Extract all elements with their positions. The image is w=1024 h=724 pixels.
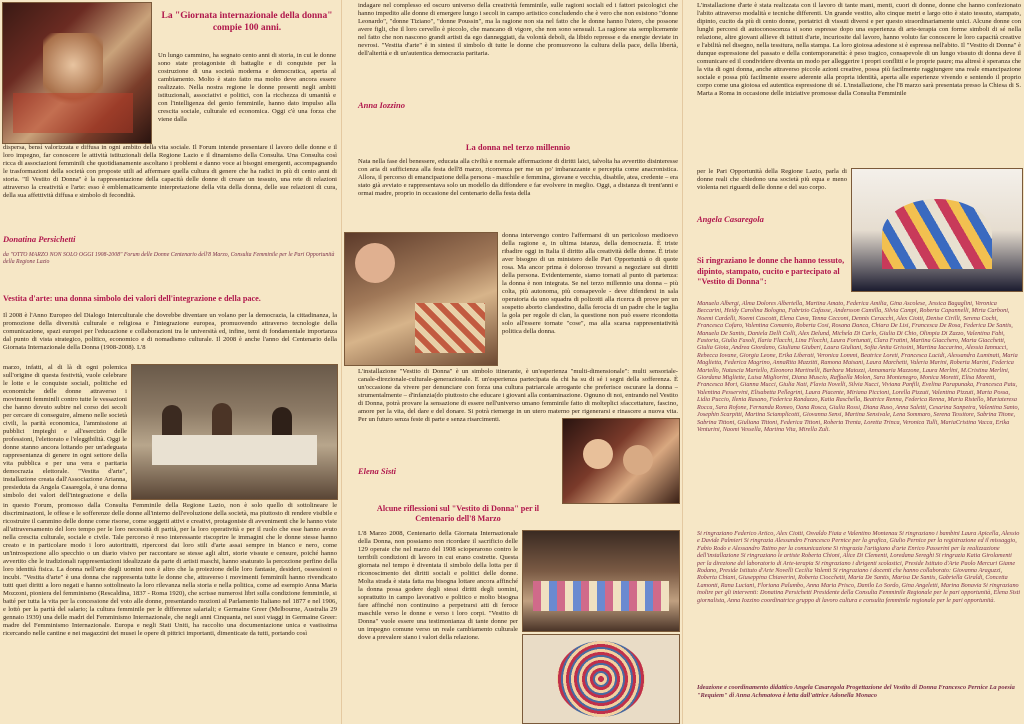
intro-text: Un lungo cammino, ha segnato cento anni di storia, in cui le donne sono state protagoniste di battaglie e di conquiste per la costruzione di una società moderna e democratica, aperta al cambiamento. Molto è stato fatto ma molto deve ancora essere realizzato. Nella nostra regione le donne presenti negli ambiti istituzionali, associativi e politici, con la ricchezza di umanità e con l'intelligenza del genio femminile, hanno dato impulso alla crescita sociale, culturale ed economica. Oggi c'è una forza che viene dalla [158,52,336,123]
source-caption: da "OTTO MARZO NON SOLO OGGI 1908-2008" Forum delle Donne Centenario dell'8 Marzo, Consulta Femminile per le Pari Opportunità della Regione Lazio [3,252,335,265]
photo-spiral-weave [522,634,680,724]
thanks-callout: Si ringraziano le donne che hanno tessuto, dipinto, stampato, cucito e partecipato al "Vestito di Donna": [697,256,845,286]
participants-list [697,300,1021,528]
section-title-terzo-millennio: La donna nel terzo millennio [465,142,571,152]
section-narrow-text: marzo, infatti, al di là di ogni polemica sull'origine di questa festività, vuole celebrare le lotte e le conquiste sociali, politiche ed economiche delle donne attraverso i movimenti femminili contro tutte le vessazioni che hanno dovuto subire nel corso dei secoli per cercare di conseguire, almeno nelle società civili, la parità economica, l'ammissione ai pubblici impieghi e all'esercizio delle professioni, l'elettorato e l'eleggibilità. Oggi le donne stanno ancora lottando per un'adeguata rappresentanza di genere in ogni settore della vita pubblica e per una vera e paritaria democrazia elettorale. "Vestita d'arte", installazione creata dall'Associazione Arianna, presieduta da Angela Casaregola, è una donna simbolo dei valori dell'integrazione e della [3,364,127,499]
signature-iozzino: Anna Iozzino [358,100,406,110]
terzo-millennio-text: Nata nella fase del benessere, educata alla civiltà e normale affermazione di diritti laici, talvolta ha avvertito disinteresse con aria di sufficienza alla festa dell'8 marzo, ricorrenza per me un po' imbarazzante e percepita come anacronistica. Allora, il percorso di emancipazione della persona - maschile e femmina, giovane e vecchia, disabile, atea, credente – era stato già avviato e rappresentava solo un modello da diffondere e far evolvere in meglio. Oggi, a distanza di trent'anni e ormai madre, proprio in occasione del centenario della festa della [358,158,678,197]
signature-persichetti: Donatina Persichetti [3,234,76,244]
vestito-text: L'installazione "Vestito di Donna" è un simbolo itinerante, è un'esperienza "multi-dimensionale": multi sensoriale-canale-direzionale-culturale-generazionale. E un'esperienza partecipata da chi ha su di sé i segni della sofferenza. È un'occasione da vivere per denunciare con forza una cultura patriarcale arrogante che preferisce oscurare la donna – strumentalmente – d'infanzia(do piuttosto che educare i giovani alla contaminazione. Ognuno di noi, entrando nel Vestito di Donna, potrà provare la sensazione di essere nell'universo umano femminile fatto di molteplici sfaccettature, fascino, amore per la vita, del dare e del donare. Si potrà riemerge in un utero materno per rigenerarsi e rinascere a nuova vita. Per un futuro senza feste di parte e senza risarcimenti. [358,368,678,423]
section-title-riflessioni: Alcune riflessioni sul "Vestito di Donna" per il Centenario dell'8 Marzo [376,504,540,523]
right-column [682,0,1024,724]
credits [697,684,1021,722]
forum-text: dispersa, bensì valorizzata e diffusa in ogni ambito della vita sociale. Il Forum intende presentare il lavoro delle donne e il loro impegno, far conoscere le attività istituzionali della Regione Lazio e il dinamismo della Consulta. Una Consulta così ricca di associazioni femminili che quotidianamente ascoltano i problemi e danno voce ai bisogni emergenti, accompagnando le trasformazioni della società con proposte utili ad affermare quella cultura di genere che ha radici in più di cento anni di storia. "Il Vestito di Donna" è la rappresentazione della capacità delle donne di creare un tessuto, una rete di relazioni attraverso la creatività e l'arte: esso è emblematicamente interpretazione della vita della donna, delle sue relazioni di cura, della sua affettività diffusa e simbolo di fecondità. [3,144,337,199]
photo-crafts-table [344,232,498,366]
photo-conference-table [131,364,338,500]
section-title-vestita: Vestita d'arte: una donna simbolo dei valori dell'integrazione e della pace. [3,294,261,303]
left-column [0,0,340,724]
installation-text: L'installazione d'arte è stata realizzata con il lavoro di tante mani, menti, cuori di donne, donne che hanno confezionato l'abito attraverso modalità e tecniche differenti. Un grande vestito, alto cinque metri e largo otto è stato tessuto, stampato, dipinto, cucito da più di cento donne, portatrici di vissuti diversi e per questo straordinariamente unici. Alcune donne con lunghi percorsi di autoconoscenza si sono espresse dopo una esperienza di arte-terapia con forme simboli di sé nella relazione, altre giovani allieve di istituti d'arte, incuriosite dal lavoro, hanno voluto far conoscere le loro capacità creative e l'abilità nel disegno, nella tessitura, nella stampa. La loro gioiosa adesione si è espressa nell'abito. Il "Vestito di Donna" è dunque espressione del passato e della contemporaneità: è peso tragico, consapevole di un lungo vissuto di donna deve il comunicare ed il condividere diventa un modo per alleggerire i propri conflitti e le proprie paure; ma altresì è speranza che la vita di ogni donna, anche attraverso piccole azioni creative, possa più facilmente raggiungere una reale emancipazione sociale e possa più facilmente essere aderente alla propria identità, aperta alle esperienze vivendo e sentendo il proprio corpo come una gioiosa ed autentica espressione di sé. L'installazione, che l'8 marzo sarà presentata presso la Chiesa di S. Marta a Roma in occasione delle iniziative promosse dalla Consulta Femminile [697,2,1021,97]
section-intro-text: Il 2008 è l'Anno Europeo del Dialogo Interculturale che dovrebbe diventare un volano per la democrazia, la cittadinanza, la promozione della diversità culturale e religiosa e l'integrazione europea, promuovendo attraverso tecnologie della comunicazione, spazi europei per l'educazione e collaborazioni tra le università ed, infine, temi di fondamentale importanza dal punto di vista strategico, politico, economico e di nomadismo culturale. Il 2008 è anche l'anno del Centenario della Giornata Internazionale della Donna (1908-2008). L'8 [3,312,337,351]
participants-names: Manuela Albergi, Alma Dolores Albertella, Martina Amato, Federica Amilia, Gina Ascolese, Jessica Bagaglini, Veronica Beccarini, Heidy Carolina Bologna, Fabrizio Cafasse, Andersson Camilla, Silvia Campi, Roberta Capannelli, Mirta Carboni, Noemi Cardelli, Noemi Cascotti, Elena Cava, Tenna Cecconi, Dennis Ceracchi, Alex Ciotti, Denise Cirilli, Serena Cochi, Francesca Cofaro, Valentina Comanio, Roberta Cosi, Rosana Danca, Chiara De Lisi, Francesca De Rosa, Federica De Santis, Manuela De Santis, Daniela Delli Colli, Alex Delund, Michela Di Carlo, Giulia Di Chio, Olimpia Di Zazzo, Valentina Fabi, Fastoria, Giulia Fasoli, Ilaria Flacchi, Lina Flocchi, Laura Fortunati, Clara Fratini, Martina Giacchero, Marta Giacchetti, Giulia Gioia, Andrea Giordano, Giuliana Giuberi, Laura Giuliani, Sofia Anita Grissini, Martina Iaccarino, Alessia Iannucci, Rebecca Iovane, Giorgia Leone, Erika Liberati, Veronica Lommi, Beatrice Loreti, Francesca Lucidi, Alessandra Luminati, Maria Maglietta, Federica Magrino, AnnaRita Mazzitti, Ramona Maisani, Laura Marchetti, Valeria Marini, Roberta Marini, Federica Martello, Natascia Martello, Eleonora Martinelli, Barbara Matozzi, Annamaria Mazzone, Laura Merlini, M.Cristina Merlini, Giordana Migliette, Luisa Migliorini, Diana Muscio, Raffaella Molon, Sara Montenegro, Monica Moretti, Elisa Moretti, Francesca Mori, Gianna Mucci, Giulia Nati, Flavia Novelli, Silvia Nucci, Viviana Panfili, Evelina Parapunaka, Francesca Patu, Valentina Pesservini, Elisabetta Pellegrini, Laura Piacente, Miriana Piccioni, Lorella Pizzuti, Valentina Pizzuti, Marta Possa, Lidia Puccio, Ilenia Rasano, Federica Randazzo, Katia Raschella, Beatrice Renna, Federica Renna, Maria Ristello, Mariateresa Rocca, Sara Rofone, Fernanda Romeo, Oana Rosca, Giulia Rossi, Diana Ruso, Anna Saletti, Cesarina Sanpetra, Valentina Santo, Josephin Scarpitti, Martina Sciamplicotti, Giovanna Sensi, Martina Sensivale, Lena Sommaro, Serena Tessitore, Sabrina Titone, Sabrina Tittoni, Giuliana Tittoni, Federica Tittoni, Roberta Trenta, Loretta Trinca, Veronica Tulli, MariaCristina Vacca, Erika Venturini, Naomi Vessella, Martina Vita, Mirella Zuli. [697,300,1020,433]
middle-top-text: indagare nel complesso ed oscuro universo della creatività femminile, sulle ragioni sociali ed i fattori psicologici che hanno impedito alle donne di emergere lungo i secoli in campo artistico concludendo che è vero che non esistono "donne Leonardo", "donne Tiziano", "donne Poussin", ma la ragione non sta nel fatto che le donne hanno l'utero, che possone avere figli, che il loro cervello è piccolo, che mancano di vigore, che non sono sensuali. La ragione sta semplicemente nel fatto che non nascono grandi artisti da ego danneggiati, da volontà deboli, da libido represse e da energie deviate in nevrosi. "Vestita d'arte" è in sintesi il simbolo di tutte le donne che promuovono la cultura della pace, della libertà, dell'alterità e di un'autentica democrazia paritaria. [358,2,678,57]
main-title: La "Giornata internazionale della donna" compie 100 anni. [161,11,333,33]
acknowledgements-text: Si ringraziano Federico Artico, Alex Ciotti, Osvaldo Fiata e Valentino Montenau Si ringraziano i bambini Laura Apicella, Alessio e Davide Palmieri Si ringrazia Alessandro Francesco Pernice per la grafica, Giulio Pernice per la registrazione ed il missaggio, Fabio Rodo e Alessandro Tatino per la comunicazione Si ringrazia l'artigiano d'arte Enrico Passerini per la realizzazione dell'installazione Si ringraziano le artiste Roberta Chioni, Alice Di Clementi, Loredana Sereghi Si ringrazia Katia Girolamenti per la direzione del laboratorio di Arte-terapia Si ringraziano i dirigenti scolastici, Preside Istituto d'Arte Paolo Mercuri Giame Rodano, Preside Istituto d'Arte Novelli Cecilia Valenti Si ringraziano i docenti che hanno collaborato: Giovanna Araguzzi, Roberta Chiani, Giuseppina Chiaverini, Roberta Ciocchetti, Maria De Santis, Marisa De Santis, Gabriella Giraldi, Concetta Lamonti, Rana Luciani, Floriana Palumbo, Anna Maria Prisco, Danilo Lo Sordo, Gina Angeletti, Marina Bonavia Si ringraziano inoltre per gli interventi: Donatina Persichetti Presidente della Consulta Femminile Regionale per le pari opportunità, Elena Sisti giornalista, Anna Iozzino coordinatrice gruppo di lavoro cultura e consulta femminile regionale per le pari opportunità. [697,530,1021,604]
credits-text: Ideazione e coordinamento didattico Angela Casaregola Progettazione del Vestito di Donna Francesco Pernice La poesia "Requiem" di Anna Achmatova è letta dall'attrice Adonella Monaco [697,684,1015,699]
riflessioni-text: L'8 Marzo 2008, Centenario della Giornata Internazionale della Donna, non possiamo non ricordare il sacrificio delle 129 operaie che nel marzo del 1908 scioperarono contro le terribili condizioni di lavoro in cui erano costrette. Questa giornata nel tempo è diventata il simbolo della lotta per il riconoscimento dei diritti sociali e politici delle donne. Molta strada è stata fatta ma bisogna lottare ancora affinché la donna possa godere degli stessi diritti degli uomini, soprattutto in campo lavorativo e politico e molto bisogna fare affinché non continuino a perpetrarsi atti di feroce maschile verso le donne e verso i loro corpi. "Vestito di Donna" vuole essere una testimonianza di tante donne per un impegno comune verso un reale cambiamento culturale dove a prevalere siano i valori della relazione. [358,530,518,641]
middle-column [341,0,681,724]
photo-textile-workshop [522,530,680,632]
acknowledgements [697,530,1021,680]
photo-women-painting [2,2,152,144]
installation-narrow: per le Pari Opportunità della Regione Lazio, parla di donne reali che chiedono una società più equa e meno violenta nei riguardi delle donne e del suo corpo. [697,168,847,191]
photo-dress-installation [851,168,1023,292]
terzo-millennio-narrow: donna intervengo contro l'affermarsi di un pericoloso medioevo della ragione e, in ultima istanza, della democrazia. È triste ribadire oggi in Italia il diritto alla creatività delle donne. È triste aver bisogno di un ministero delle Pari Opportunità o di quote rosa. Ma ancor prima è doloroso trovarsi a negoziare sui diritti della persona. Evidentemente, siamo tornati al punto di partenza: la donna è non integrata. Se nel terzo millennio una donna – più colta, più autonoma, più consapevole - deve difendersi in sala operatoria da uno squadra di polizotti alla ricerca di prove per un sospetto aborto clandestino, dalla ferocia di un padre che le taglia la gola per regole di clan, la questione non può essere ricondotta solo all'essere tornate "cose", ma alla scarsa rappresentatività politica della donna. [502,232,678,335]
signature-sisti: Elena Sisti [358,466,397,476]
section-rest-text: in questo Forum, promosso dalla Consulta Femminile della Regione Lazio, non è solo quello di sottolineare le discriminazioni, le offese e le sofferenze delle donne all'interno dell'evoluzione della società, ma piuttosto di rendere visibile e ricostruire il cammino delle donne come risorse, come soggetti attivi e creativi, protagoniste di avvenimenti che le hanno viste all'attraversamento del loro tempo per le loro necessità di parità, per la loro operatività e per il ruolo che esse hanno avuto nella crescita culturale, sociale e civile. Tale percorso è reso interessante riscoprire le immagini che le donne stesse hanno creato e in particolare modo i loro autoritratti, ripercorsi dai loro stili d'arte assai sempre in bianco e nero, come un'introspezione allo specchio o un diario visivo per raccontare se stesse agli altri, storie vissute e censure, poiché hanno avvertito che le tradizionali rappresentazioni idealizzate da parte di artisti maschi, hanno snaturato la percezione perfino della loro identità fisica. La donna nell'arte degli uomini non è altro che la proiezione delle loro fantasie, desideri, ossessioni o incubi. "Vestita d'arte" è una donna che rappresenta tutte le donne che, attraverso i movimenti femminili hanno rivendicato tutti quei diritti a loro negati e hanno sottolineato la loro rilevanza nella storia e nella politica, come ad esempio Anna Maria Mozzoni, pioniera del femminismo (Rescaldina, 1837 - Roma 1920), che scrisse numerosi libri sulla condizione femminile, si batté per tutta la vita per la concessione del voto alle donne, presentando mozioni al Parlamento Italiano nel 1877 e nel 1906, e lottò per la parità del salario; la cultura femminile per le differenze salariali; e Germaine Greer (Melbourne, Australia 29 gennaio 1939) una delle madri del Femminismo Internazionale, che negli anni Cinquanta, nei suoi viaggi in Germaine Greer: madre del Femminismo Internazionale. Europa e negli Stati Uniti, ha raccolto una documentazione unica e vastissima ricercando nelle cantine e nei magazzini dei musei le opere di pittrici importanti, dimenticate da tutti, portando così [3,502,337,637]
photo-women-fabric [562,418,680,504]
signature-casaregola: Angela Casaregola [697,214,764,224]
